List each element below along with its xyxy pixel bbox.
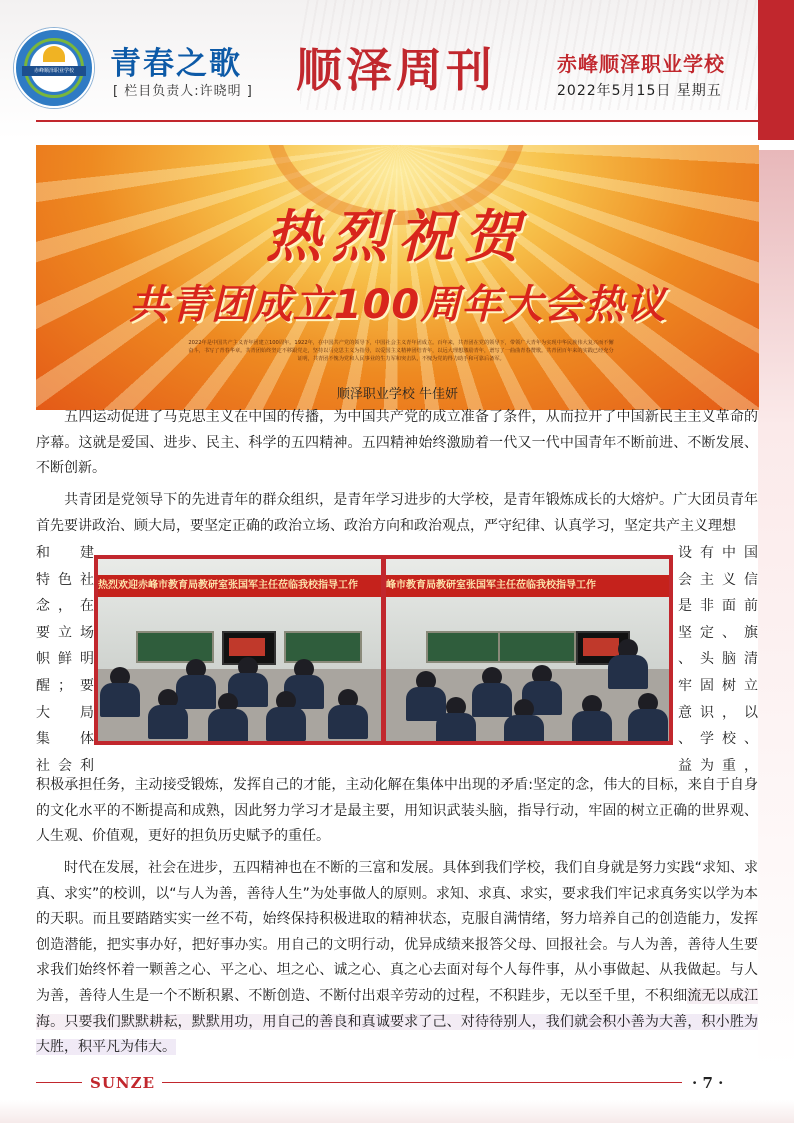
school-name: 赤峰顺泽职业学校 [557,52,725,76]
wrap-right-line: 、学校、 [678,731,758,748]
photo-banner-text: 峰市教育局教研室张国军主任莅临我校指导工作 [386,575,669,597]
wrap-right-line: 坚定、旗 [678,624,758,641]
author-byline: 顺泽职业学校 牛佳妍 [336,387,459,402]
wrap-left-line: 和 建 [36,545,94,561]
wrap-right-line: 、头脑清 [678,651,758,668]
wrap-right-column [678,540,758,779]
footer-rule-left [36,1082,82,1083]
logo-text: 赤峰顺泽职业学校 [22,66,86,76]
wrap-right-line: 意识，以 [678,704,758,721]
photo-frame [94,555,673,745]
wrap-left-line: 特色社 [36,571,94,588]
issue-date: 2022年5月15日 星期五 [557,83,722,99]
wrap-right-line: 会主义信 [678,571,758,588]
classroom-photo-right [386,559,669,741]
footer-brand: SUNZE [90,1074,156,1092]
paragraph-4-text: 时代在发展，社会在进步，五四精神也在不断的三富和发展。具体到我们学校，我们自身就是努力实践“求知、求真、求实”的校训，以“与人为善，善待人生”为处事做人的原则。求知、求真、求实，要求我们牢记求真务实以学为本的天职。而且要踏踏实实一丝不苟，始终保持积极进取的精神状态，克服自满情绪，努力培养自己的创造能力，发挥创造潜能，把实事办好，把好事办实。用自己的文明行动，优异成绩来报答父母、回报社会。与人为善，善待人生要求我们始终怀着一颗善之心、平之心、坦之心、诚之心、真之心去面对每个人每件事，从小事做起、从我做起。与人为善，善待人生是一个不断积累、不断创造、不断付出艰辛劳动的过程，不积跬步，无以至千里，不积细 [36,860,758,1004]
paragraph-4 [36,856,758,1061]
wrap-right-line: 是非面前 [678,598,758,615]
wrap-left-line: 社会利 [36,757,94,774]
page-number: · 7 · [692,1074,724,1092]
wrap-left-line: 集 体 [36,731,94,748]
wrap-left-column [36,540,94,779]
wrap-left-line: 要立场 [36,624,94,641]
school-logo [14,28,94,108]
wrap-left-line: 醒；要 [36,677,94,694]
side-decoration [758,150,794,1070]
wrap-right-line: 牢固树立 [678,677,758,694]
column-title: 青春之歌 [110,46,242,82]
paragraph-2 [36,488,758,539]
wrap-left-line: 念，在 [36,598,94,615]
banner-headline: 热烈祝贺 [265,205,530,270]
wrap-right-line: 设有中国 [678,545,758,561]
paragraph-2-text: 共青团是党领导下的先进青年的群众组织，是青年学习进步的大学校，是青年锻炼成长的大熔炉。广大团员青年首先要讲政治、顾大局，要坚定正确的政治立场、政治方向和政治观点，严守纪律、认真学习，坚定共产主义理想 [36,492,758,534]
paragraph-3: 积极承担任务，主动接受锻炼，发挥自己的才能，主动化解在集体中出现的矛盾:坚定的念，伟大的目标，来自于自身的文化水平的不断提高和成熟，因此努力学习才是最主要，用知识武装头脑，指导行动，牢固的树立正确的世界观、人生观、价值观，更好的担负历史赋予的重任。 [36,777,758,845]
banner-subheadline: 共青团成立100周年大会热议 [128,282,667,328]
wrap-left-line: 大 局 [36,704,94,721]
column-editor: [ 栏目负责人:许晓明 ] [113,84,253,99]
highlighted-text: 流无以成江海。只要我们默默耕耘，默默用功，用自己的善良和真诚要求了己、对待待别人，我们就会积小善为大善，积小胜为大胜，积平凡为伟大。 [36,987,758,1056]
footer-decoration [0,1100,794,1123]
photo-banner-text: 热烈欢迎赤峰市教育局教研室张国军主任莅临我校指导工作 [98,575,381,597]
footer-rule-right [162,1082,682,1083]
banner-fine-print: 2022年是中国共产主义青年团建立100周年。1922年，在中国共产党的领导下，中国社会主义青年团成立。百年来，共青团在党的领导下，带领广大青年为实现中华民族伟大复兴而不懈奋斗，书写了青春华章。共青团始终坚定不移跟党走，坚持以马克思主义为指导，以爱国主义精神团结青年，以远大理想激励青年，谱写了一曲曲青春赞歌。共青团百年来的实践已经充分证明，共青团不愧为党和人民事业的生力军和突击队，不愧为党的得力助手和可靠后备军。 [188,340,614,362]
paragraph-1-text: 五四运动促进了马克思主义在中国的传播，为中国共产党的成立准备了条件，从而拉开了中国新民主主义革命的序幕。这就是爱国、进步、民主、科学的五四精神。五四精神始终激励着一代又一代中国青年不断前进、不断发展、不断创新。 [36,409,758,477]
paragraph-1 [36,405,758,482]
header-rule [36,120,758,122]
wrap-right-line: 益为重， [678,757,758,774]
wrap-left-line: 帜鲜明 [36,651,94,668]
classroom-photo-left [98,559,381,741]
header-red-tab [758,0,794,140]
publication-title: 顺泽周刊 [296,43,496,97]
celebration-banner [36,145,759,410]
